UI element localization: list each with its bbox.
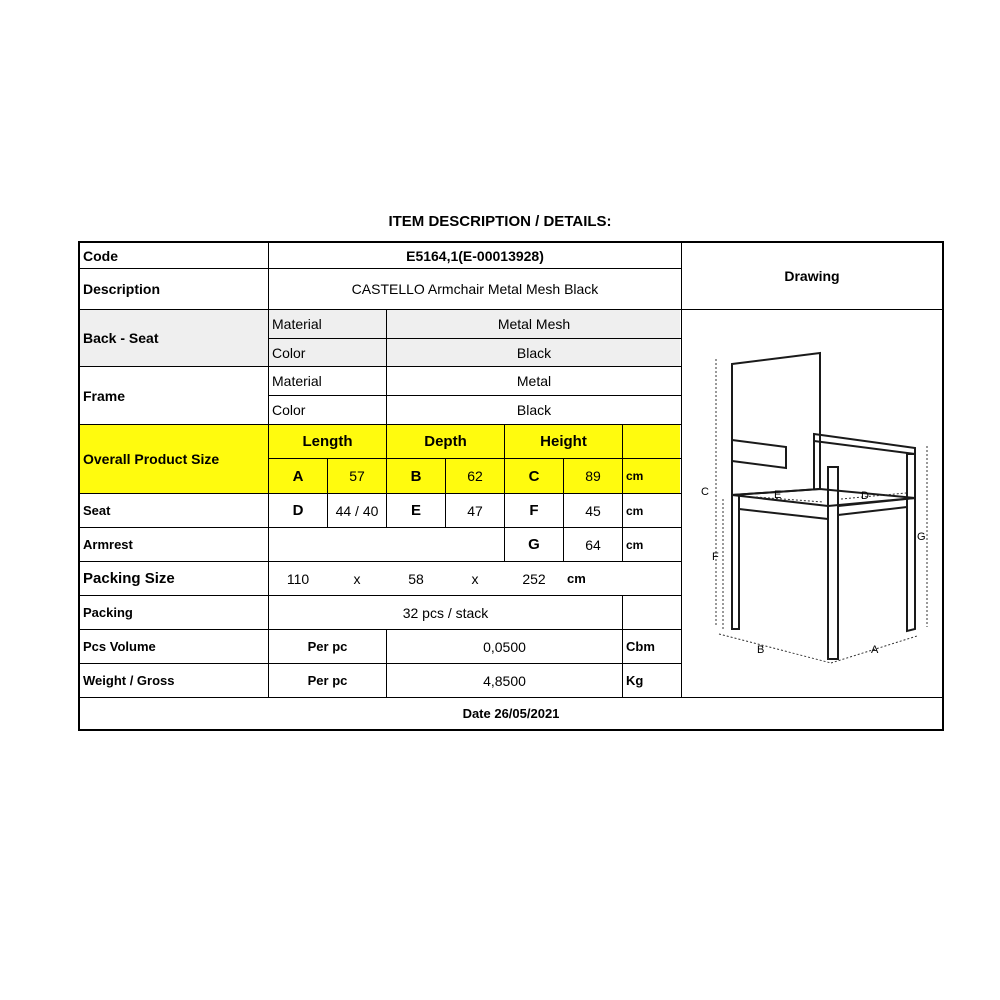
frame-label: Frame <box>83 387 126 404</box>
frame-color-value: Black <box>516 402 552 418</box>
pcs-volume-label: Pcs Volume <box>83 639 156 654</box>
seat-label: Seat <box>83 503 111 518</box>
depth-header: Depth <box>424 433 467 450</box>
packing-value: 32 pcs / stack <box>402 604 489 621</box>
drawing-letter-g: G <box>917 531 926 543</box>
back-seat-color-value: Black <box>516 344 552 361</box>
packing-size-depth: 58 <box>408 570 424 587</box>
description-label: Description <box>83 281 161 297</box>
drawing-label: Drawing <box>784 268 840 284</box>
packing-size-height: 252 <box>522 570 546 587</box>
packing-size-label: Packing Size <box>83 570 175 587</box>
description-value: CASTELLO Armchair Metal Mesh Black <box>351 281 599 297</box>
packing-size-length: 110 <box>286 570 310 587</box>
back-seat-color-label: Color <box>272 344 306 361</box>
armrest-label: Armrest <box>83 537 133 552</box>
back-seat-material-label: Material <box>272 316 322 332</box>
overall-unit: cm <box>626 469 644 483</box>
pcs-volume-unit: Cbm <box>626 639 655 654</box>
chair-drawing <box>681 309 944 697</box>
dim-c-letter: C <box>528 467 540 485</box>
dim-e-letter: E <box>410 502 421 519</box>
dim-a-letter: A <box>292 467 304 485</box>
date-footer: Date 26/05/2021 <box>462 706 560 721</box>
armrest-unit: cm <box>626 537 644 552</box>
weight-value: 4,8500 <box>483 672 526 689</box>
pcs-volume-per: Per pc <box>307 639 348 654</box>
dim-b-value: 62 <box>467 468 483 484</box>
drawing-letter-f: F <box>712 551 719 563</box>
seat-unit: cm <box>626 503 644 518</box>
packing-size-x2: x <box>471 570 479 587</box>
drawing-letter-c: C <box>701 486 709 498</box>
pcs-volume-value: 0,0500 <box>483 638 526 655</box>
packing-label: Packing <box>83 605 133 620</box>
dim-g-letter: G <box>528 536 540 553</box>
dim-d-letter: D <box>292 502 304 519</box>
overall-size-label: Overall Product Size <box>83 451 220 467</box>
drawing-letter-b: B <box>757 644 765 656</box>
dim-f-letter: F <box>529 502 539 519</box>
dim-f-value: 45 <box>585 502 601 519</box>
dim-d-value: 44 / 40 <box>335 502 379 519</box>
height-header: Height <box>540 433 587 450</box>
dim-c-value: 89 <box>585 468 601 484</box>
dim-e-value: 47 <box>467 502 483 519</box>
weight-label: Weight / Gross <box>83 673 175 688</box>
back-seat-label: Back - Seat <box>83 330 159 346</box>
dim-a-value: 57 <box>349 468 365 484</box>
chair-diagram <box>681 309 944 697</box>
frame-color-label: Color <box>272 402 306 418</box>
code-value: E5164,1(E-00013928) <box>406 247 544 264</box>
dim-g-value: 64 <box>585 536 601 553</box>
packing-size-unit: cm <box>567 571 586 586</box>
dim-b-letter: B <box>410 467 422 485</box>
frame-material-value: Metal <box>516 373 552 389</box>
length-header: Length <box>302 433 353 450</box>
packing-size-x1: x <box>353 570 361 587</box>
weight-unit: Kg <box>626 673 644 688</box>
code-label: Code <box>83 247 118 264</box>
drawing-letter-e: E <box>774 489 782 501</box>
weight-per: Per pc <box>307 673 348 688</box>
drawing-letter-a: A <box>871 644 879 656</box>
back-seat-material-value: Metal Mesh <box>497 316 571 332</box>
frame-material-label: Material <box>272 373 322 389</box>
page-heading: ITEM DESCRIPTION / DETAILS: <box>388 213 612 230</box>
drawing-letter-d: D <box>861 490 869 502</box>
